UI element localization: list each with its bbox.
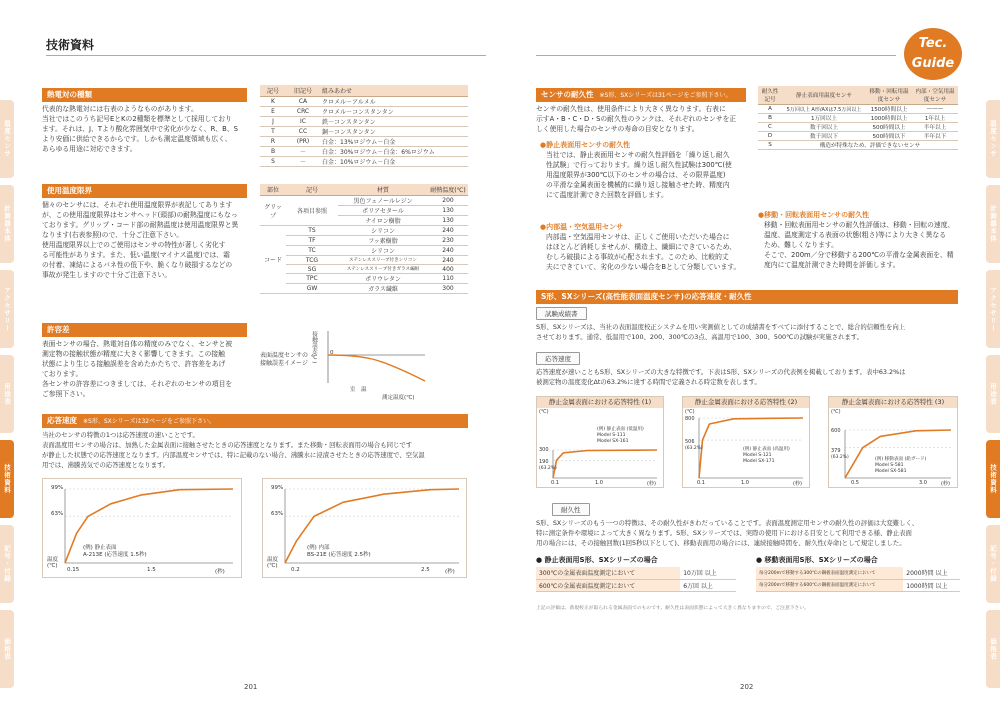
rc2-caption: (例) 内部 BS-21E (応答速度 2.5秒) xyxy=(307,545,371,558)
tolerance-room: 室 温 xyxy=(350,387,367,393)
sc2-legend: (例) 静止表面 (高温用) Model S-121 Model SX-171 xyxy=(743,447,790,464)
page-title: 技術資料 xyxy=(46,38,95,52)
side-tab-usage-left[interactable]: 用途表 xyxy=(0,355,14,433)
side-tab-sensor-left[interactable]: 温度センサ xyxy=(0,100,14,178)
sx-chart-3: 静止金属表面における応答特性 (3) (℃) 600 379 (63.2%) 0.5 3.0 (秒) (例) 移動表面 (鉛ガード) Model S-581 Model SX-581 xyxy=(828,396,958,488)
table-row: 毎分200mで移動する600℃の鋼板表面温度測定において 1000時間 以上 xyxy=(756,579,960,591)
rc1-ylabel: 温度(℃) xyxy=(47,557,59,569)
sc3-ytick-max: 600 xyxy=(831,428,841,434)
sc1-legend: (例) 静止表面 (低温用) Model S-111 Model SX-161 xyxy=(597,427,644,444)
sc1-ytick-max: 300 xyxy=(539,447,549,453)
response-chart-1-svg xyxy=(43,479,241,577)
sc2-xtick-1: 1.0 xyxy=(741,480,749,486)
sx-chart-1-axes xyxy=(553,450,657,478)
sc1-ylabel: (℃) xyxy=(539,409,549,415)
sx-chart-2: 静止金属表面における応答特性 (2) (℃) 800 506 (63.2%) 0.1 1.0 (秒) (例) 静止表面 (高温用) Model S-121 Model SX-171 xyxy=(682,396,810,488)
side-tab-accessory-right[interactable]: アクセサリー xyxy=(986,270,1000,348)
tolerance-ylabel: 接触誤差(℃) xyxy=(311,331,317,364)
sx-moving-table xyxy=(756,567,960,592)
response-chart-2-svg xyxy=(263,479,466,577)
table-row: GW ガラス繊維 300 xyxy=(260,284,468,294)
side-tab-technical-right[interactable]: 技術資料 xyxy=(986,440,1000,518)
sc1-ytick-63: 190 xyxy=(539,459,549,465)
tolerance-zero: 0 xyxy=(330,350,334,356)
side-tab-price-left[interactable]: 価格表 xyxy=(0,610,14,688)
sc1-ytick-pct: (63.2%) xyxy=(539,466,557,471)
rc1-ytick-99: 99% xyxy=(51,485,64,491)
table-row: コード TS シリコン 240 xyxy=(260,226,468,236)
sc3-ytick-63: 379 xyxy=(831,448,841,454)
table-row: T CC 銅－コンスタンタン xyxy=(260,127,468,137)
table-row: 毎分200mで移動する300℃の鋼板表面温度測定において 2000時間 以上 xyxy=(756,567,960,579)
sc3-ylabel: (℃) xyxy=(831,409,841,415)
rc2-ytick-99: 99% xyxy=(271,485,284,491)
table-row: J IC 鉄－コンスタンタン xyxy=(260,117,468,127)
title-rule-right xyxy=(536,55,896,56)
response-chart-2 xyxy=(262,478,467,578)
side-tab-price-right[interactable]: 価格表 xyxy=(986,610,1000,688)
table-row: TF フッ素樹脂 230 xyxy=(260,236,468,246)
table-row: TCG ステンレススリーブ付きシリコン 240 xyxy=(260,256,468,265)
tec-guide-logo: Tec. Guide xyxy=(904,28,962,80)
rc2-ytick-63: 63% xyxy=(271,511,284,517)
sx-chart-3-svg xyxy=(829,408,957,487)
durability-text: センサの耐久性は、使用条件により大きく異なります。右表に 示すA・B・C・D・Sの耐久性のランクは、それぞれのセンサを正 しく使用した場合のセンサの寿命の目安となります。 xyxy=(536,105,737,133)
durability-static: ●静止表面用センサの耐久性 当社では、静止表面用センサの耐久性評価を「繰り返し耐久 性試験」で行っております。繰り返し耐久性試験は300℃(使 用温度限界が300℃以下のセンサの場合は、その限界温度) の平滑な金属表面を機械的に繰り返し接触させた時、精度内 にて温度計測できた回数を評価します。 xyxy=(540,141,732,199)
sc2-ylabel: (℃) xyxy=(685,409,695,415)
sc2-xtick-0: 0.1 xyxy=(697,480,705,486)
sc3-ytick-pct: (63.2%) xyxy=(831,455,849,460)
tolerance-curve xyxy=(328,355,425,381)
sc1-xtick-0: 0.1 xyxy=(551,480,559,486)
tolerance-xlabel: 測定温度(℃) xyxy=(382,395,415,401)
rc1-xtick-unit: (秒) xyxy=(215,569,225,575)
sc2-ytick-63: 506 xyxy=(685,439,695,445)
rc1-caption: (例) 静止表面 A-213E (応答速度 1.5秒) xyxy=(83,545,147,558)
temp-limit-text: 個々のセンサには、それぞれ使用温度限界が表記してあります が、この使用温度限界はセンサヘッド(頭部)の耐熱温度にもなっ ております。グリップ・コード部の耐熱温度は使用温度限界と異 なります(右表参照)ので、十分ご注意下さい。 使用温度限界以上でのご使用はセンサの特性が著しく劣化す る可能性があります。また、低い温度(マイナス温度)では、霜 の付着、凍結によるバネ性の低下や、脆くなり破損するなどの 事故が発生しますので十分ご注意下さい。 xyxy=(42,201,239,279)
sx-footnote: 上記の評価は、新規校正が取られる金属表面でのものです。耐久性は表面状態によって大きく異なりますので、ご注意下さい。 xyxy=(536,606,809,611)
sc3-xtick-unit: (秒) xyxy=(941,481,950,487)
sc3-xtick-1: 3.0 xyxy=(919,480,927,486)
tolerance-chart-label: 表面温度センサの 接触誤差イメージ xyxy=(260,352,309,367)
durability-table: 耐久性記号 静止表面用温度センサ 移動・回転用温度センサ 内部・空気用温度センサ A 5万回以上 A形/AXは7.5万回以上 1500時間以上 ——— B 1万回以上 1000時間以上 1年以上 C 数千回以上 500時間以上 半年以上 D 数千回以下 500時間以下 半年以下 S 構造が特殊なため、評価できないセンサ xyxy=(758,86,958,150)
sx-chart-1: 静止金属表面における応答特性 (1) (℃) 300 190 (63.2%) 0.1 1.0 (秒) (例) 静止表面 (低温用) Model S-111 Model SX-161 xyxy=(536,396,664,488)
table-row: A 5万回以上 A形/AXは7.5万回以上 1500時間以上 ——— xyxy=(758,105,958,114)
response-text: 当社のセンサの特徴の1つは応答速度の速いことです。 表面温度用センサの場合は、加熱した金属表面に接触させたときの応答速度となります。また移動・回転表面用の場合も同じです が静止した状態での応答速度となります。内部温度センサでは、特に記載のない場合、沸騰水に浸漬させたときの応答速度で、空気温 用では、沸騰蒸気での応答速度となります。 xyxy=(42,431,425,469)
sx-static-head: ● 静止表面用S形、SXシリーズの場合 xyxy=(536,556,658,564)
tolerance-text: 表面センサの場合、熱電対自体の精度のみでなく、センサと被 測定物の接触状態が精度に大きく影響してきます。この接触 状態により生じる接触誤差を含めたかたちで、許容差をあげ ております。 各センサの許容差につきましては、それぞれのセンサの項目を ご参照下さい。 xyxy=(42,340,233,398)
table-row: R (PR) 白金：13%ロジウム－白金 xyxy=(260,137,468,147)
sc1-xtick-1: 1.0 xyxy=(595,480,603,486)
rc2-ylabel: 温度(℃) xyxy=(267,557,279,569)
sx-moving-head: ● 移動表面用S形、SXシリーズの場合 xyxy=(756,556,878,564)
side-tab-technical-left[interactable]: 技術資料 xyxy=(0,440,14,518)
rc1-xtick-1: 1.5 xyxy=(147,567,156,573)
sx-speed-label: 応答速度 xyxy=(536,352,580,365)
rc1-ytick-63: 63% xyxy=(51,511,64,517)
sx-durability-text: S形、SXシリーズのもう一つの特徴は、その耐久性がきわだっていることです。表面温度測定用センサの耐久性の評価は大変難しく、 特に測定条件や環境によって大きく異なります。S形、SXシリーズでは、実際の使用下における目安として利用できる様、静止表面 用の場合には、その接触回数(1回5秒以下として)、移動表面用の場合には、連続接触時間を、耐久性(寿命)として規定しました。 xyxy=(536,519,919,547)
table-row: SG ステンレススリーブ付きガラス編組 400 xyxy=(260,265,468,274)
sx-chart-1-line xyxy=(553,450,657,478)
thermo-table: 記号 旧記号 組みあわせ K CA クロメル－アルメル E CRC クロメル－コンスタンタン J IC 鉄－コンスタンタン T CC 銅－コンスタンタン R (PR) 白金：13%ロジウム－白金 B － 白金：30%ロジウム－白金：6%ロジウム S － 白金：10%ロジウム－白金 xyxy=(260,85,468,167)
page-number-right: 202 xyxy=(740,683,754,691)
side-tab-accessory-left[interactable]: アクセサリー xyxy=(0,270,14,348)
table-row: TC シリコン 240 xyxy=(260,246,468,256)
table-row: C 数千回以上 500時間以上 半年以上 xyxy=(758,123,958,132)
sx-durability-label: 耐久性 xyxy=(552,503,590,516)
sc1-xtick-unit: (秒) xyxy=(647,481,656,487)
sc2-ytick-pct: (63.2%) xyxy=(685,446,703,451)
side-tab-symbol-right[interactable]: 記号・付録 xyxy=(986,525,1000,603)
rc1-xtick-0: 0.15 xyxy=(67,567,80,573)
response-heading: 応答速度 ※S形、SXシリーズは32ページをご参照下さい。 xyxy=(42,414,468,428)
table-row: K CA クロメル－アルメル xyxy=(260,97,468,107)
sc3-legend: (例) 移動表面 (鉛ガード) Model S-581 Model SX-581 xyxy=(875,457,927,474)
rc2-xtick-0: 0.2 xyxy=(291,567,300,573)
durability-heading: センサの耐久性 ※S形、SXシリーズは31ページをご参照下さい。 xyxy=(536,88,746,102)
table-row: S 構造が特殊なため、評価できないセンサ xyxy=(758,141,958,150)
side-tab-instrument-right[interactable]: 計測器本体 xyxy=(986,185,1000,263)
temp-limit-table: 部位 記号 材質 耐熱温度(℃) グリップ 各項目参照 黒色フェノールレジン 200 ポリアセタール 130 ナイロン樹脂 130 コード TS シリコン 240 TF フッ素樹脂 230 TC シリコン 240 TCG ステンレススリーブ付きシリコン 240 SG ステンレススリーブ付きガラス編組 400 TPC ポリウレタン 110 GW ガラス繊維 300 xyxy=(260,184,468,294)
rc2-xtick-unit: (秒) xyxy=(445,569,455,575)
table-row: E CRC クロメル－コンスタンタン xyxy=(260,107,468,117)
thermo-heading: 熱電対の種類 xyxy=(42,88,247,102)
tolerance-chart xyxy=(310,325,430,403)
tolerance-heading: 許容差 xyxy=(42,323,247,337)
response-chart-1 xyxy=(42,478,242,578)
sc2-ytick-max: 800 xyxy=(685,416,695,422)
title-rule-left xyxy=(46,55,486,56)
table-row: 300℃の金属表面温度測定において 10万回 以上 xyxy=(536,567,736,579)
tolerance-chart-svg xyxy=(310,325,430,403)
table-row: グリップ 各項目参照 黒色フェノールレジン 200 xyxy=(260,196,468,206)
table-row: B 1万回以上 1000時間以上 1年以上 xyxy=(758,114,958,123)
sx-static-table xyxy=(536,567,736,592)
table-row: 600℃の金属表面温度測定において 6万回 以上 xyxy=(536,579,736,591)
side-tab-symbol-left[interactable]: 記号・付録 xyxy=(0,525,14,603)
sx-speed-text: 応答速度が速いこともS形、SXシリーズの大きな特徴です。下表はS形、SXシリーズの代表例を掲載しております。表中63.2%は 被測定物の温度変化Δtの63.2%に達する時間で定義される時定数を表します。 xyxy=(536,368,906,386)
side-tab-instrument-left[interactable]: 計測器本体 xyxy=(0,185,14,263)
table-row: D 数千回以下 500時間以下 半年以下 xyxy=(758,132,958,141)
table-row: S － 白金：10%ロジウム－白金 xyxy=(260,157,468,167)
temp-limit-heading: 使用温度限界 xyxy=(42,184,247,198)
table-row: TPC ポリウレタン 110 xyxy=(260,274,468,284)
table-row: ポリアセタール 130 xyxy=(260,206,468,216)
sx-chart-1-svg xyxy=(537,408,663,487)
durability-moving: ●移動・回転表面用センサの耐久性 移動・回転表面用センサの耐久性評価は、移動・回転の速度、 温度、温度測定する表面の状態(粗さ)等により大きく異なる ため、難しくなります。 そこで、200m／分で移動する200℃の平滑な金属表面を、精 度内にて温度計測できた時間を評価します。 xyxy=(758,211,955,269)
sc2-xtick-unit: (秒) xyxy=(793,481,802,487)
side-tab-sensor-right[interactable]: 温度センサ xyxy=(986,100,1000,178)
page-number-left: 201 xyxy=(244,683,258,691)
sx-heading: S形、SXシリーズ(高性能表面温度センサ)の応答速度・耐久性 xyxy=(536,290,958,304)
durability-internal: ●内部温・空気温用センサ 内部温・空気温用センサは、正しくご使用いただいた場合に はほとんど消耗しませんが、構造上、繊細にできているため、 むしろ破損による事故が心配されます。このため、比較的丈 夫にできていて、劣化の少ない場合をBとして分類しています。 xyxy=(540,223,741,271)
side-tab-usage-right[interactable]: 用途表 xyxy=(986,355,1000,433)
sc3-xtick-0: 0.5 xyxy=(851,480,859,486)
sx-report-label: 試験成績書 xyxy=(536,307,587,320)
table-row: ナイロン樹脂 130 xyxy=(260,216,468,226)
table-row: B － 白金：30%ロジウム－白金：6%ロジウム xyxy=(260,147,468,157)
rc2-xtick-1: 2.5 xyxy=(421,567,430,573)
thermo-text: 代表的な熱電対には右表のようなものがあります。 当社ではこのうち記号EとKの2種類を標準として採用しており ます。それは、J、Tより酸化雰囲気中で劣化が少なく、R、B、S より安価に供給できるからです。しかも測定温度領域も広く、 あらゆる用途に対応できます。 xyxy=(42,105,238,153)
sx-report-text: S形、SXシリーズは、当社の表面温度校正システムを用い実測値としての成績書をすべてに添付することで、総合的信頼性を向上 させております。通常、低温用で100、200、300℃の3点、高温用で100、300、500℃の試験が実施されます。 xyxy=(536,323,906,341)
